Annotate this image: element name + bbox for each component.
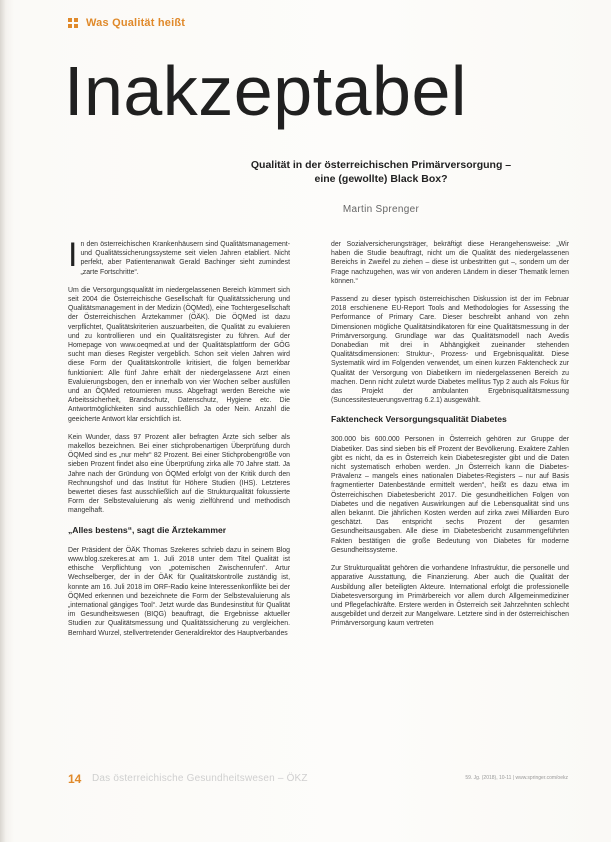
- subtitle-line-1: Qualität in der österreichischen Primärversorgung –: [250, 159, 512, 171]
- page-footer: [68, 772, 568, 786]
- article-title: Inakzeptabel: [64, 52, 467, 130]
- text-column-right: [331, 240, 569, 638]
- grid-dots-icon: [68, 18, 78, 28]
- body-paragraph: Kein Wunder, dass 97 Prozent aller befragten Ärzte sich selber als makellos bezeichnen. Bei einer stichprobenartigen Überprüfung durch ÖQMed sind es „nur mehr“ 82 Prozent. Bei einer Stichprobengröße von sieben Prozent findet also eine Überprüfung zirka alle 70 Jahre statt. Ja Jahre nach der Gründung von ÖQMed erfolgt von der Kritik durch den Rechnungshof und das Institut für Höhere Studien (IHS). Letzteres bewertet dieses fast ausschließlich auf die Strukturqualität fokussierte Form der Selbstevaluierung als wenig zielführend und methodisch mangelhaft.: [68, 433, 290, 515]
- body-paragraph: 300.000 bis 600.000 Personen in Österreich gehören zur Gruppe der Diabetiker. Das sind sieben bis elf Prozent der Bevölkerung. Exaktere Zahlen gibt es nicht, da es in Österreich kein Diabetesregister gibt und die Daten nicht systematisch erhoben werden. „In Österreich kann die Diabetes-Prävalenz – mangels eines nationalen Diabetes-Registers – nur auf Basis fragmentierter Datenbestände ermittelt werden“, heißt es dazu etwa im Österreichischen Diabetesbericht 2017. Die gesundheitlichen Folgen von Diabetes und die negativen Auswirkungen auf die Lebensqualität sind uns allen bekannt. Die jährlichen Kosten werden auf zirka zwei Milliarden Euro geschätzt. Das entspricht sechs Prozent der gesamten Gesundheitsausgaben. Alle diese im Diabetesbericht zusammengeführten Fakten bestätigen die große Bedeutung von Diabetes für moderne Gesundheitssysteme.: [331, 436, 569, 554]
- subheading: „Alles bestens“, sagt die Ärztekammer: [68, 524, 227, 535]
- issue-info: 59. Jg. (2018), 10-11 | www.springer.com/oekz: [465, 775, 568, 781]
- section-tag: [68, 16, 185, 30]
- text-column-left: [68, 236, 290, 647]
- publication-name: Das österreichische Gesundheitswesen – ÖKZ: [92, 773, 308, 784]
- drop-cap: I: [68, 236, 78, 274]
- body-paragraph: Der Präsident der ÖÄK Thomas Szekeres schrieb dazu in seinem Blog www.blog.szekeres.at am 1. Juli 2018 unter dem Titel Qualität ist ethische Verpflichtung von „potemischen Zwischenrufen“. Artur Wechselberger, der in der ÖÄK für Qualitätskontrolle zuständig ist, konnte am 16. Juli 2018 im ORF-Radio keine Interessenkonflikte bei der ÖQMed erkennen und bezeichnete die Form der Selbstevaluierung als „international gängiges Tool“. Jetzt wurde das Bundesinstitut für Qualität im Gesundheitswesen (BIQG) beauftragt, die Ergebnisse aktueller Studien zur Qualitätsmessung und Qualitätssicherung zu vergleichen. Bernhard Wurzel, stellvertretender Generaldirektor des Hauptverbandes: [68, 546, 290, 637]
- body-paragraph: Passend zu dieser typisch österreichischen Diskussion ist der im Februar 2018 erschienene EU-Report Tools and Methodologies for Assessing the Performance of Primary Care. Dieser beschreibt anhand von zehn Dimensionen mögliche Qualitätsindikatoren für eine Qualitätsmessung in der Primärversorgung. Grundlage war das Qualitätsmodell nach Avedis Donabedian mit drei in Abhängigkeit zueinander stehenden Qualitätsdimensionen: Struktur-, Prozess- und Ergebnisqualität. Diese Systematik wird im Folgenden verwendet, um einen kurzen Faktencheck zur Qualität der Versorgung von Diabetikern im niedergelassenen Bereich zu machen. Denn nicht zuletzt wurde Diabetes mellitus Typ 2 auch als Fokus für das Projekt der ambulanten Ergebnisqualitätsmessung (Suncessitesteuerungsvertrag 6.2.1) ausgewählt.: [331, 296, 569, 405]
- subtitle-line-2: eine (gewollte) Black Box?: [314, 173, 448, 185]
- subheading: Faktencheck Versorgungsqualität Diabetes: [331, 414, 507, 425]
- page-number: 14: [68, 772, 82, 786]
- article-subtitle: [196, 158, 566, 186]
- article-author: Martin Sprenger: [342, 204, 420, 215]
- body-paragraph: der Sozialversicherungsträger, bekräftigt diese Herangehensweise: „Wir haben die Studie beauftragt, nicht um die Qualität des niedergelassenen Bereichs in Zweifel zu ziehen – diese ist unbestritten gut –, sondern um der Frage nachzugehen, was wir von anderen Ländern in dieser Thematik lernen können.“: [331, 241, 569, 285]
- section-label: Was Qualität heißt: [86, 17, 186, 29]
- intro-text: n den österreichischen Krankenhäusern sind Qualitätsmanagement- und Qualitätssicherungssysteme seit vielen Jahren etabliert. Nicht perfekt, aber Patientenanwalt Gerald Bachinger sieht zumindest „zarte Fortschritte“.: [80, 241, 290, 276]
- intro-paragraph: [68, 236, 290, 277]
- body-paragraph: Zur Strukturqualität gehören die vorhandene Infrastruktur, die personelle und apparative Ausstattung, die Finanzierung. Aber auch die Qualität der Ausbildung aller beteiligten Akteure. International erfolgt die professionelle Diabetesversorgung im Primärbereich vor allem durch Allgemeinmediziner und Pflegefachkräfte. Erstere werden in Österreich seit Jahrzehnten schlecht ausgebildet und derzeit zur Mangelware. Letztere sind in der österreichischen Primärversorgung kaum vertreten: [331, 565, 569, 628]
- body-paragraph: Um die Versorgungsqualität im niedergelassenen Bereich kümmert sich seit 2004 die Österreichische Gesellschaft für Qualitätssicherung und Qualitätsmanagement in der Medizin (ÖQMed), eine Tochtergesellschaft der Österreichischen Ärztekammer (ÖÄK). Die ÖQMed ist dazu verpflichtet, Qualitätskriterien auszuarbeiten, die Qualität zu evaluieren und zu kontrollieren und ein Qualitätsregister zu führen. Auf der Homepage von www.oeqmed.at und der Qualitätsplattform der GÖG sucht man dieses Register vergeblich. Schon seit vielen Jahren wird diese Form der Qualitätskontrolle kritisiert, die folgen bemerkbar funktioniert: Alle fünf Jahre erhält der niedergelassene Arzt einen Evaluierungsbogen, den er innerhalb von vier Wochen selber ausfüllen und an ÖQMed retournieren muss. Abgefragt werden Bereiche wie Arbeitssicherheit, Brandschutz, Datenschutz, Hygiene etc. Die Antwortmöglichkeiten sind ausschließlich Ja oder Nein. Anzahl die geeicherte Antwort klar ersichtlich ist.: [68, 286, 290, 423]
